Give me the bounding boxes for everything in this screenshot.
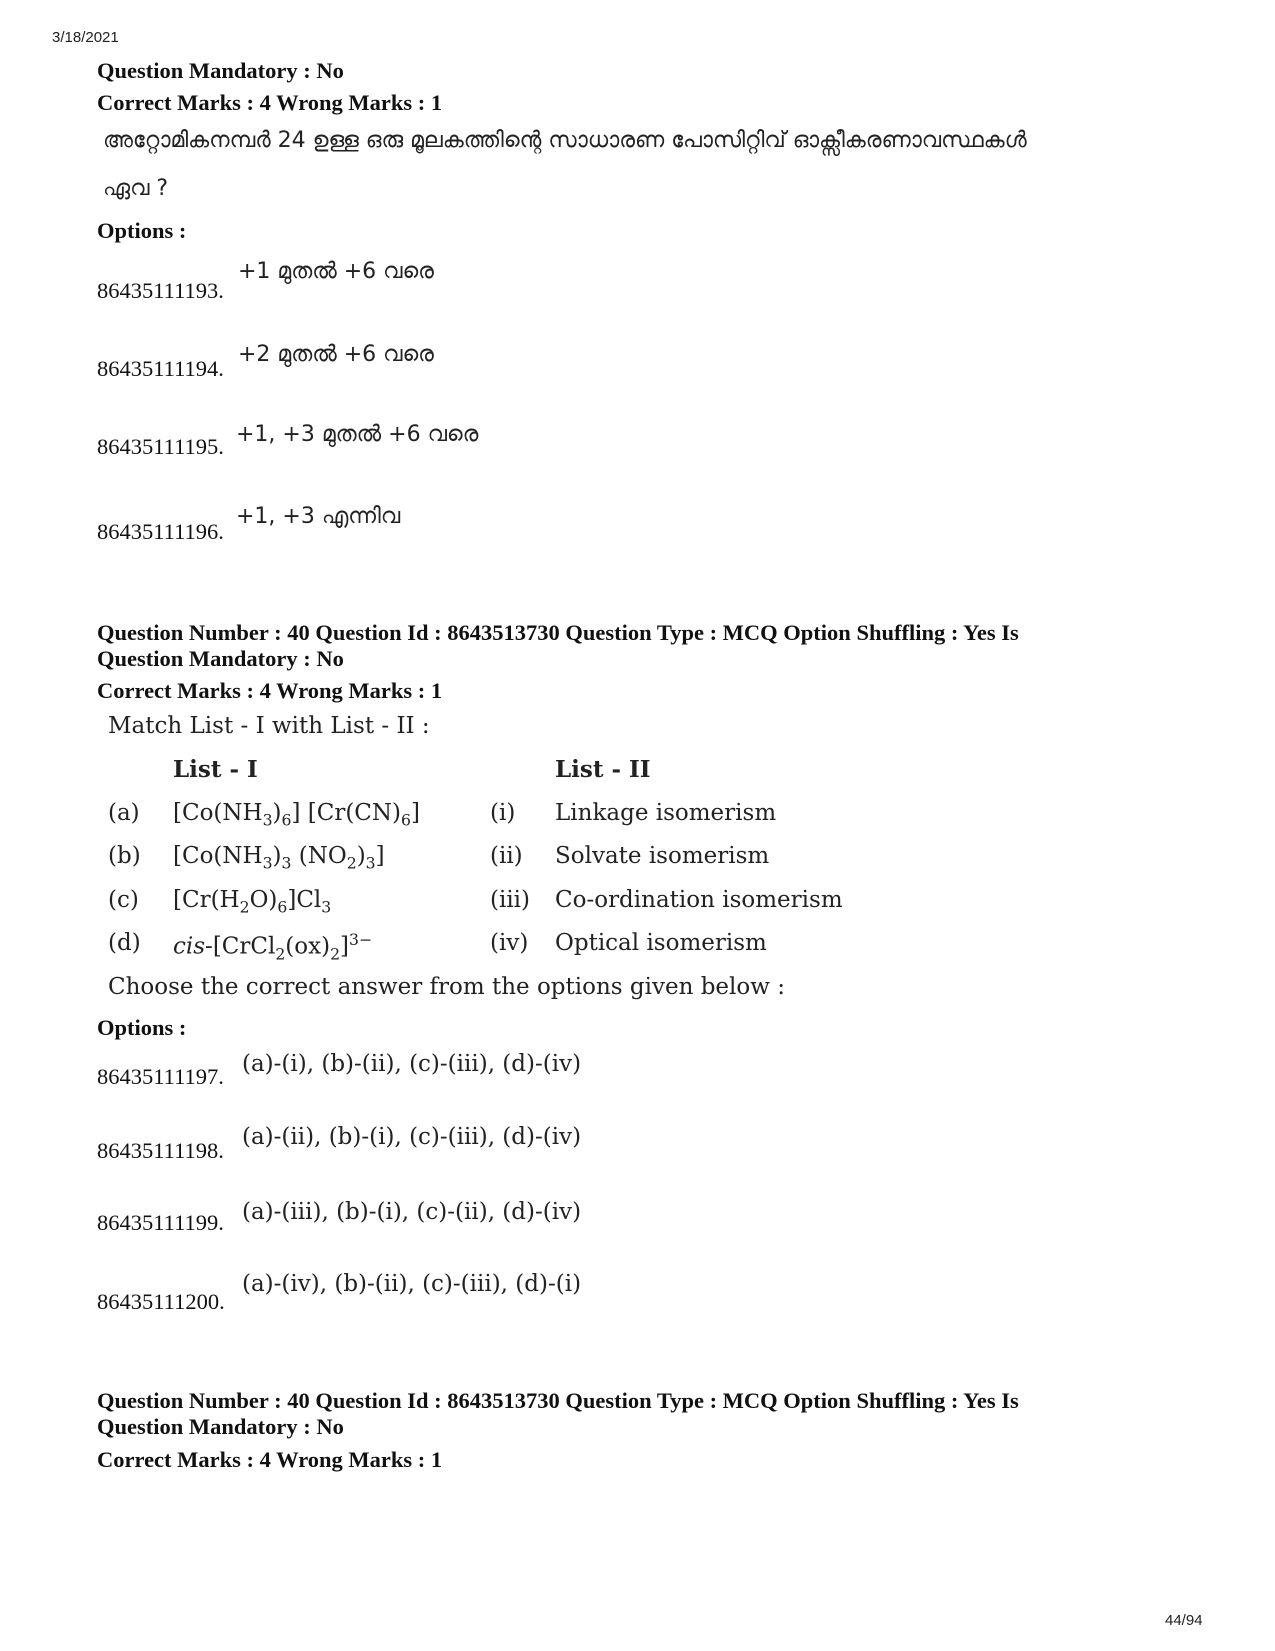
isomerism-type: Optical isomerism: [555, 930, 767, 956]
question-marks: Correct Marks : 4 Wrong Marks : 1: [97, 678, 443, 703]
isomerism-type: Co-ordination isomerism: [555, 887, 843, 913]
question-text-line-2: ഏവ ?: [103, 176, 169, 201]
question-mandatory: Question Mandatory : No: [97, 58, 344, 83]
option-text: +2 മുതൽ +6 വരെ: [238, 342, 434, 367]
row-label: (d): [108, 930, 141, 956]
question-marks: Correct Marks : 4 Wrong Marks : 1: [97, 1447, 443, 1472]
complex-formula: $[Cr(H_2O)_6]Cl_3$: [173, 887, 332, 917]
option-id: 86435111196.: [97, 519, 224, 544]
roman-label: (ii): [490, 843, 523, 869]
complex-formula: $[Co(NH_3)_6]$ $[Cr(CN)_6]$: [173, 800, 420, 830]
option-id: 86435111199.: [97, 1210, 224, 1235]
list-2-header: List - II: [555, 756, 651, 783]
row-label: (a): [108, 800, 140, 826]
isomerism-type: Linkage isomerism: [555, 800, 777, 826]
option-text: +1 മുതൽ +6 വരെ: [238, 259, 434, 284]
option-id: 86435111193.: [97, 278, 224, 303]
choose-instruction: Choose the correct answer from the options given below :: [108, 974, 785, 1000]
options-label: Options :: [97, 1015, 187, 1040]
page-number: 44/94: [1165, 1612, 1203, 1629]
option-text: +1, +3 മുതൽ +6 വരെ: [236, 422, 479, 447]
complex-formula: [$Co(NH_3)_3$ $(NO_2)_3$]: [173, 843, 385, 873]
question-mandatory: Question Mandatory : No: [97, 1414, 344, 1439]
question-marks: Correct Marks : 4 Wrong Marks : 1: [97, 90, 443, 115]
option-text: (a)-(ii), (b)-(i), (c)-(iii), (d)-(iv): [242, 1124, 582, 1150]
print-date: 3/18/2021: [52, 29, 119, 46]
complex-formula: cis-$[CrCl_2(ox)_2]^{3-}$: [173, 930, 373, 964]
list-1-header: List - I: [173, 756, 258, 783]
option-text: (a)-(i), (b)-(ii), (c)-(iii), (d)-(iv): [242, 1051, 582, 1077]
roman-label: (iv): [490, 930, 529, 956]
option-id: 86435111198.: [97, 1138, 224, 1163]
option-id: 86435111194.: [97, 356, 224, 381]
match-intro: Match List - I with List - II :: [108, 713, 430, 739]
row-label: (b): [108, 843, 141, 869]
option-text: (a)-(iv), (b)-(ii), (c)-(iii), (d)-(i): [242, 1271, 582, 1297]
row-label: (c): [108, 887, 139, 913]
option-id: 86435111197.: [97, 1064, 224, 1089]
roman-label: (iii): [490, 887, 531, 913]
roman-label: (i): [490, 800, 516, 826]
question-header: Question Number : 40 Question Id : 8643513730 Question Type : MCQ Option Shuffling : Yes Is: [97, 1388, 1019, 1413]
options-label: Options :: [97, 218, 187, 243]
question-text-line-1: അറ്റോമികനമ്പർ 24 ഉള്ള ഒരു മൂലകത്തിന്റെ സാധാരണ പോസിറ്റിവ് ഓക്സീകരണാവസ്ഥകൾ: [103, 128, 1027, 153]
option-id: 86435111195.: [97, 434, 224, 459]
option-text: +1, +3 എന്നിവ: [236, 504, 401, 529]
question-mandatory: Question Mandatory : No: [97, 646, 344, 671]
question-header: Question Number : 40 Question Id : 8643513730 Question Type : MCQ Option Shuffling : Yes Is: [97, 620, 1019, 645]
isomerism-type: Solvate isomerism: [555, 843, 770, 869]
option-id: 86435111200.: [97, 1289, 225, 1314]
option-text: (a)-(iii), (b)-(i), (c)-(ii), (d)-(iv): [242, 1199, 582, 1225]
